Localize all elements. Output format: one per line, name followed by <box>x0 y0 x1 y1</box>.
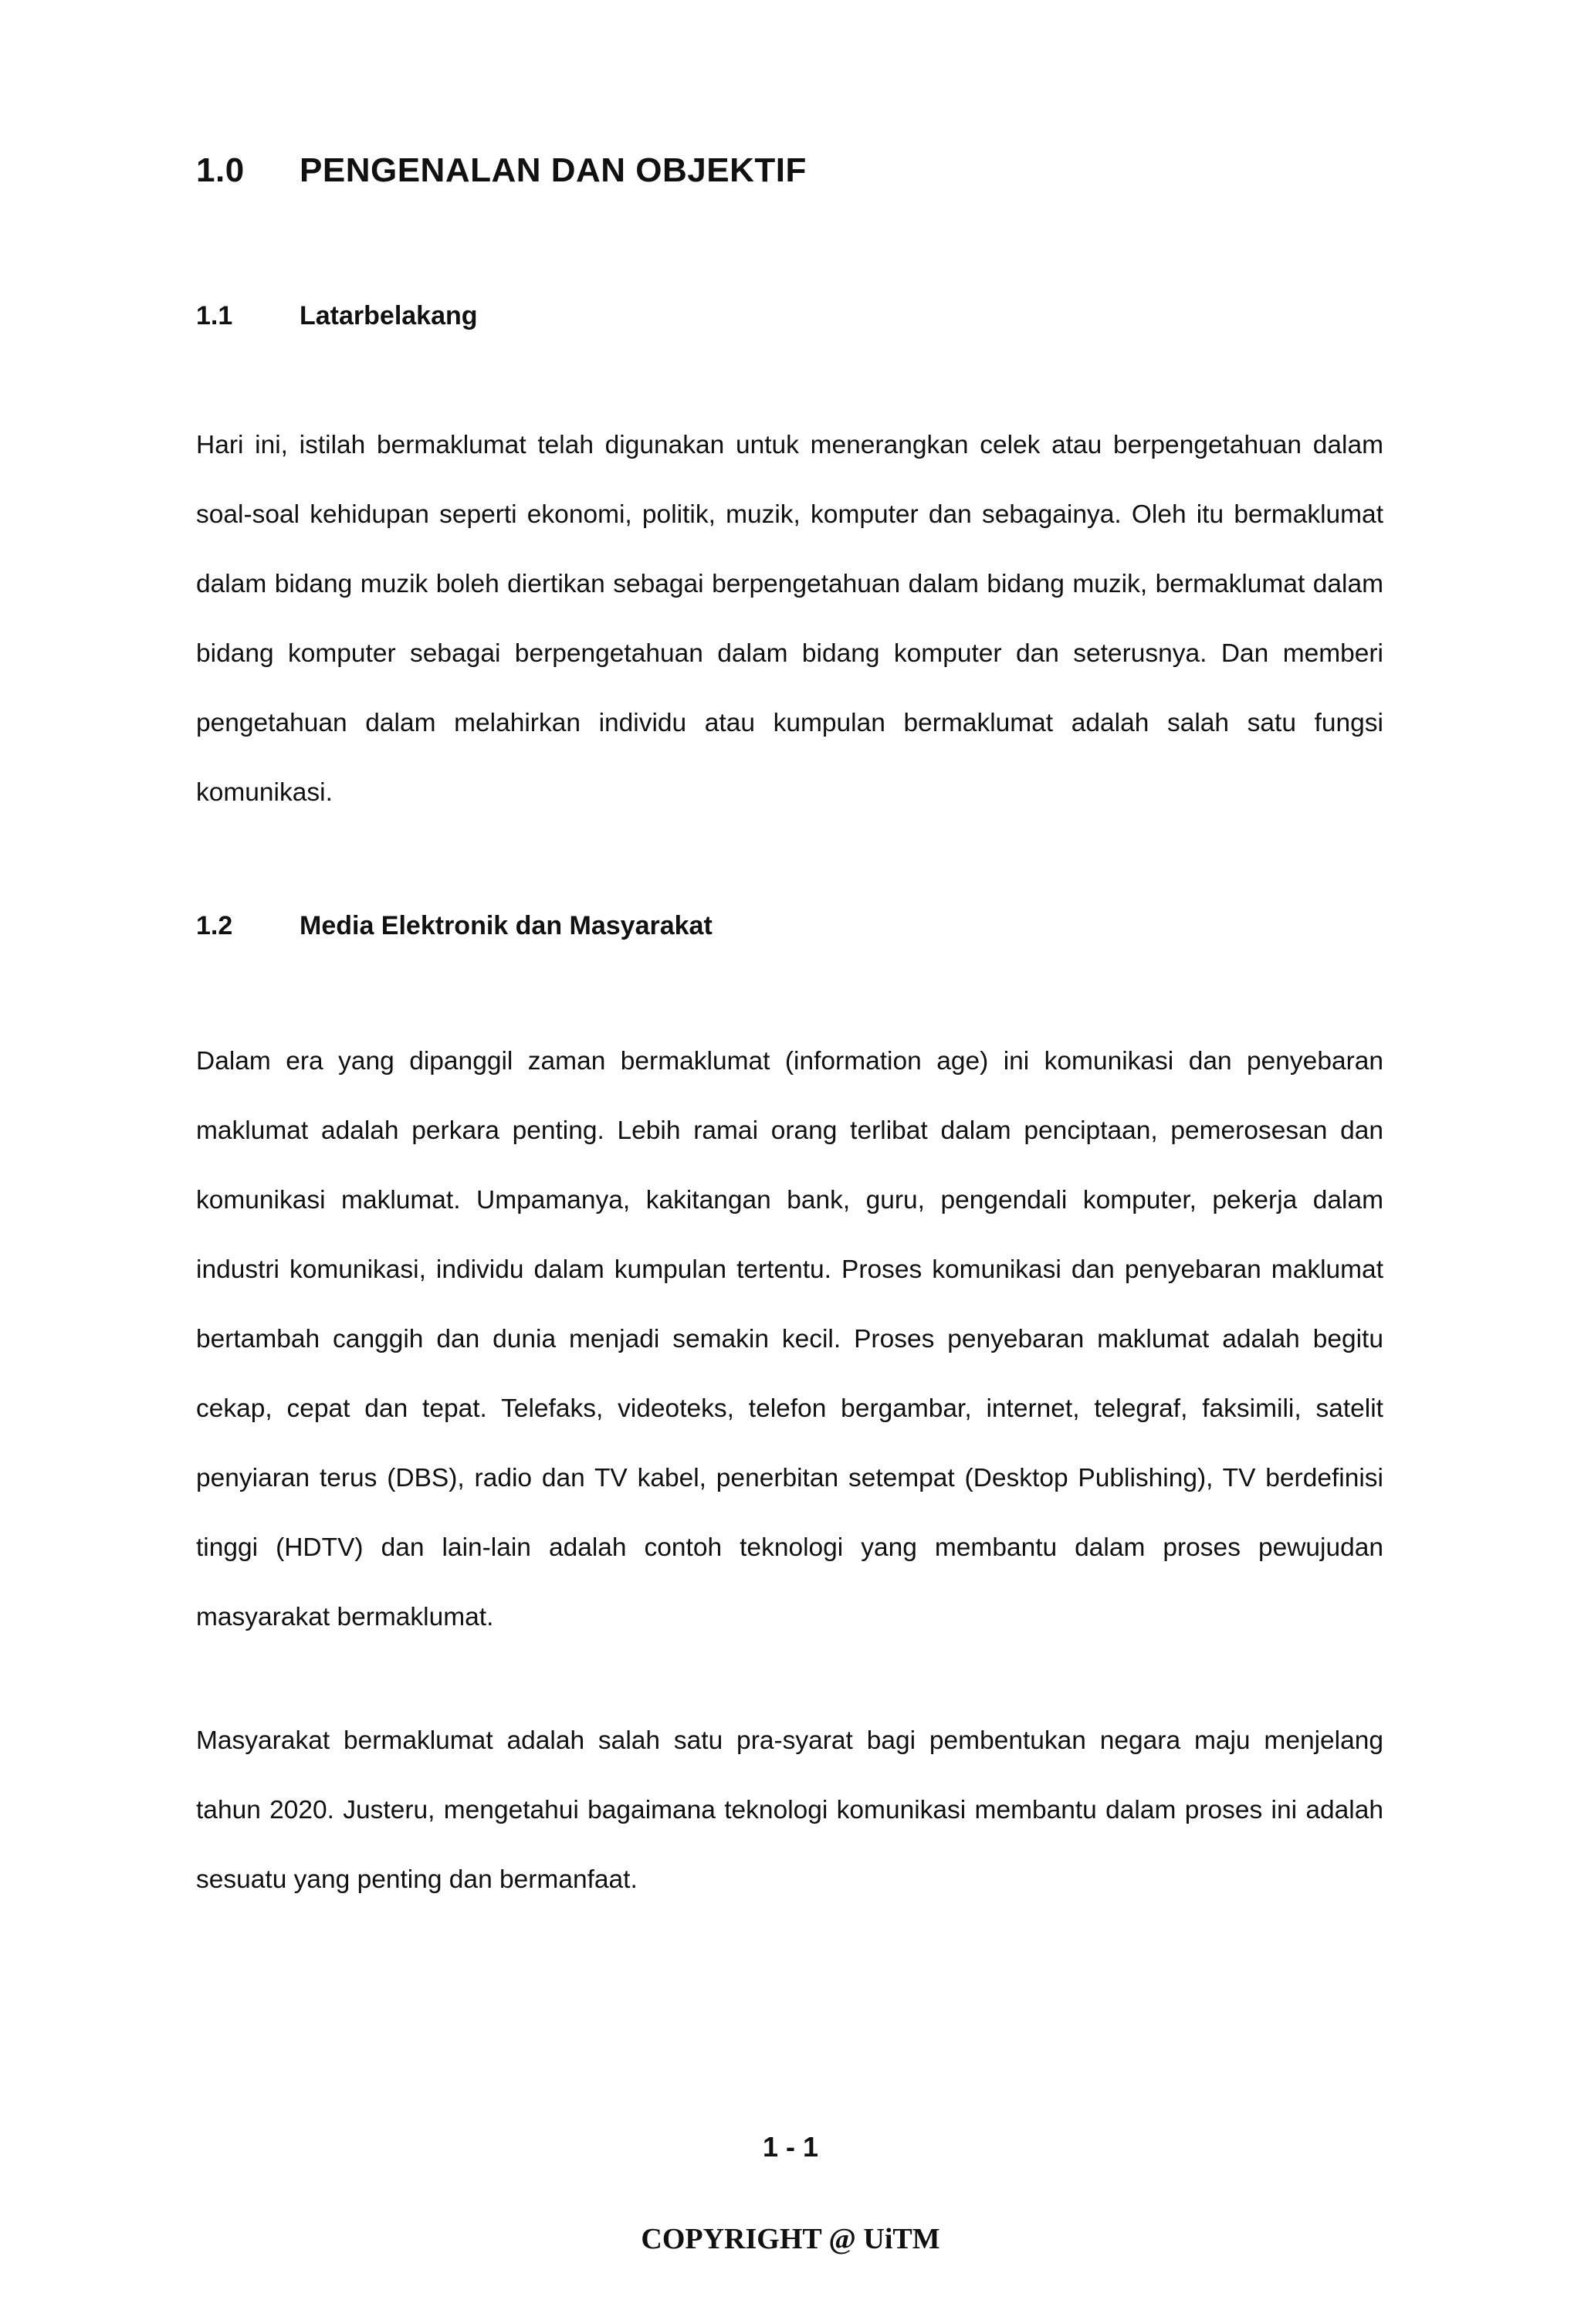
section-number: 1.2 <box>196 911 233 940</box>
section-number: 1.1 <box>196 301 233 330</box>
section-heading-1-2 <box>196 911 713 941</box>
section-heading-1-1 <box>196 301 478 331</box>
paragraph-masyarakat-bermaklumat: Masyarakat bermaklumat adalah salah satu pra-syarat bagi pembentukan negara maju menjelang tahun 2020. Justeru, mengetahui bagaimana teknologi komunikasi membantu dalam proses ini adalah sesuatu yang penting dan bermanfaat. <box>196 1726 1383 1894</box>
section-number: 1.0 <box>196 151 245 189</box>
section-heading-1-0 <box>196 151 807 190</box>
paragraph-media-elektronik: Dalam era yang dipanggil zaman bermaklumat (information age) ini komunikasi dan penyebaran maklumat adalah perkara penting. Lebih ramai orang terlibat dalam penciptaan, pemerosesan dan komunikasi maklumat. Umpamanya, kakitangan bank, guru, pengendali komputer, pekerja dalam industri komunikasi, individu dalam kumpulan tertentu. Proses komunikasi dan penyebaran maklumat bertambah canggih dan dunia menjadi semakin kecil. Proses penyebaran maklumat adalah begitu cekap, cepat dan tepat. Telefaks, videoteks, telefon bergambar, internet, telegraf, faksimili, satelit penyiaran terus (DBS), radio dan TV kabel, penerbitan setempat (Desktop Publishing), TV berdefinisi tinggi (HDTV) dan lain-lain adalah contoh teknologi yang membantu dalam proses pewujudan masyarakat bermaklumat. <box>196 1047 1383 1631</box>
copyright-notice: COPYRIGHT @ UiTM <box>641 2223 940 2255</box>
paragraph-latarbelakang: Hari ini, istilah bermaklumat telah digunakan untuk menerangkan celek atau berpengetahuan dalam soal-soal kehidupan seperti ekonomi, politik, muzik, komputer dan sebagainya. Oleh itu bermaklumat dalam bidang muzik boleh diertikan sebagai berpengetahuan dalam bidang muzik, bermaklumat dalam bidang komputer sebagai berpengetahuan dalam bidang komputer dan seterusnya. Dan memberi pengetahuan dalam melahirkan individu atau kumpulan bermaklumat adalah salah satu fungsi komunikasi. <box>196 431 1383 807</box>
section-title: PENGENALAN DAN OBJEKTIF <box>300 151 807 189</box>
section-title: Latarbelakang <box>300 301 478 330</box>
page-number: 1 - 1 <box>762 2131 819 2163</box>
section-title: Media Elektronik dan Masyarakat <box>300 911 713 940</box>
